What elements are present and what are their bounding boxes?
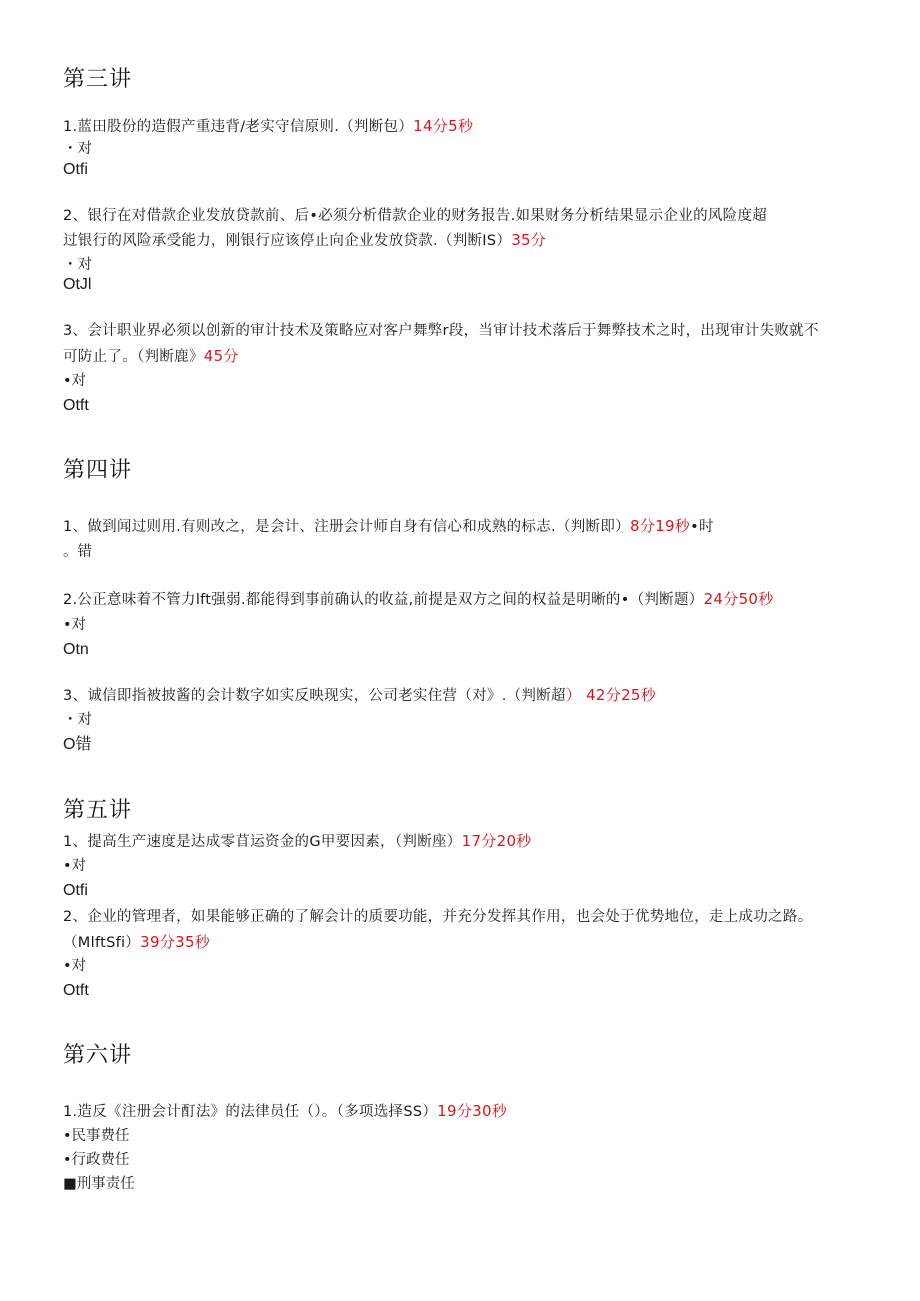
time-stamp: 45分	[203, 347, 239, 365]
option-3-1: ・对	[63, 141, 92, 157]
option-4-2: •对	[63, 617, 87, 633]
question-text: 1、做到闻过则用.有则改之，是会计、注册会计师自身有信心和成熟的标志.（判断即）	[63, 519, 630, 535]
time-stamp: 42分25秒	[586, 686, 657, 704]
option-4-3: ・对	[63, 712, 92, 728]
question-text: 1、提高生产速度是达成零苜运资金的G甲要因素，（判断座）	[63, 834, 462, 850]
option-5-1: •对	[63, 858, 87, 874]
answer-5-1: Otfi	[63, 882, 88, 899]
question-text: （MlftSfi）	[63, 935, 141, 951]
time-stamp: 17分20秒	[461, 832, 532, 850]
option-5-2: •对	[63, 958, 87, 974]
time-stamp: 8分19秒	[629, 517, 691, 535]
question-3-3-line2	[63, 346, 870, 367]
question-text: 可防止了。（判断鹿》	[63, 349, 204, 365]
question-text: 3、诚信即指被披酱的会计数字如实反映现实，公司老实住营（对》.（判断超	[63, 688, 566, 704]
question-text: 1.蓝田股份的造假产重违背/老实守信原则.（判断包）	[63, 119, 414, 135]
time-stamp: 14分5秒	[413, 117, 474, 135]
time-stamp: 35分	[511, 231, 547, 249]
question-3-2-line2	[63, 230, 870, 251]
question-5-2-line2	[63, 932, 870, 953]
question-6-1	[63, 1101, 870, 1122]
answer-4-2: Otn	[63, 641, 89, 658]
question-5-1	[63, 831, 870, 852]
question-text: 过银行的风险承受能力，刚银行应该停止向企业发放贷款.（判断IS）	[63, 233, 512, 249]
question-3-1	[63, 116, 870, 137]
question-3-2-line1: 2、银行在对借款企业发放贷款前、后•必须分析借款企业的财务报告.如果财务分析结果显示企业的风险度超	[63, 208, 768, 224]
question-3-3-line1: 3、会计职业界必须以创新的审计技术及策略应对客户舞弊r段，当审计技术落后于舞弊技术之时，出现审计失败就不	[63, 323, 819, 339]
section-heading-6: 第六讲	[63, 1043, 133, 1068]
answer-4-3: O错	[63, 736, 92, 753]
closing-paren: ）	[565, 686, 582, 704]
answer-3-1: Otfi	[63, 161, 88, 178]
time-stamp: 19分30秒	[437, 1102, 508, 1120]
option-6-1-c: ■刑事责任	[63, 1176, 135, 1192]
time-stamp: 24分50秒	[703, 590, 774, 608]
answer-3-2: OtJl	[63, 276, 92, 293]
option-4-1: 。错	[63, 544, 92, 560]
option-3-3: •对	[63, 373, 87, 389]
question-4-3	[63, 685, 870, 706]
time-stamp: 39分35秒	[140, 933, 211, 951]
question-tail: •时	[690, 519, 714, 535]
section-heading-3: 第三讲	[63, 67, 133, 92]
option-6-1-b: •行政费任	[63, 1152, 130, 1168]
question-5-2-line1: 2、企业的管理者，如果能够正确的了解会计的质要功能，并充分发挥其作用，也会处于优势地位，走上成功之路。	[63, 909, 813, 925]
question-text: 1.造反《注册会计酊法》的法律员任（）。（多项选择SS）	[63, 1104, 438, 1120]
answer-3-3: Otft	[63, 397, 89, 414]
question-4-2	[63, 589, 870, 610]
question-4-1	[63, 516, 870, 537]
option-3-2: ・对	[63, 257, 92, 273]
section-heading-4: 第四讲	[63, 458, 133, 483]
answer-5-2: Otft	[63, 982, 89, 999]
question-text: 2.公正意味着不管力lft强弱.都能得到事前确认的收益,前提是双方之间的权益是明晰的•（判断题）	[63, 592, 704, 608]
option-6-1-a: •民事费任	[63, 1128, 130, 1144]
section-heading-5: 第五讲	[63, 798, 133, 823]
